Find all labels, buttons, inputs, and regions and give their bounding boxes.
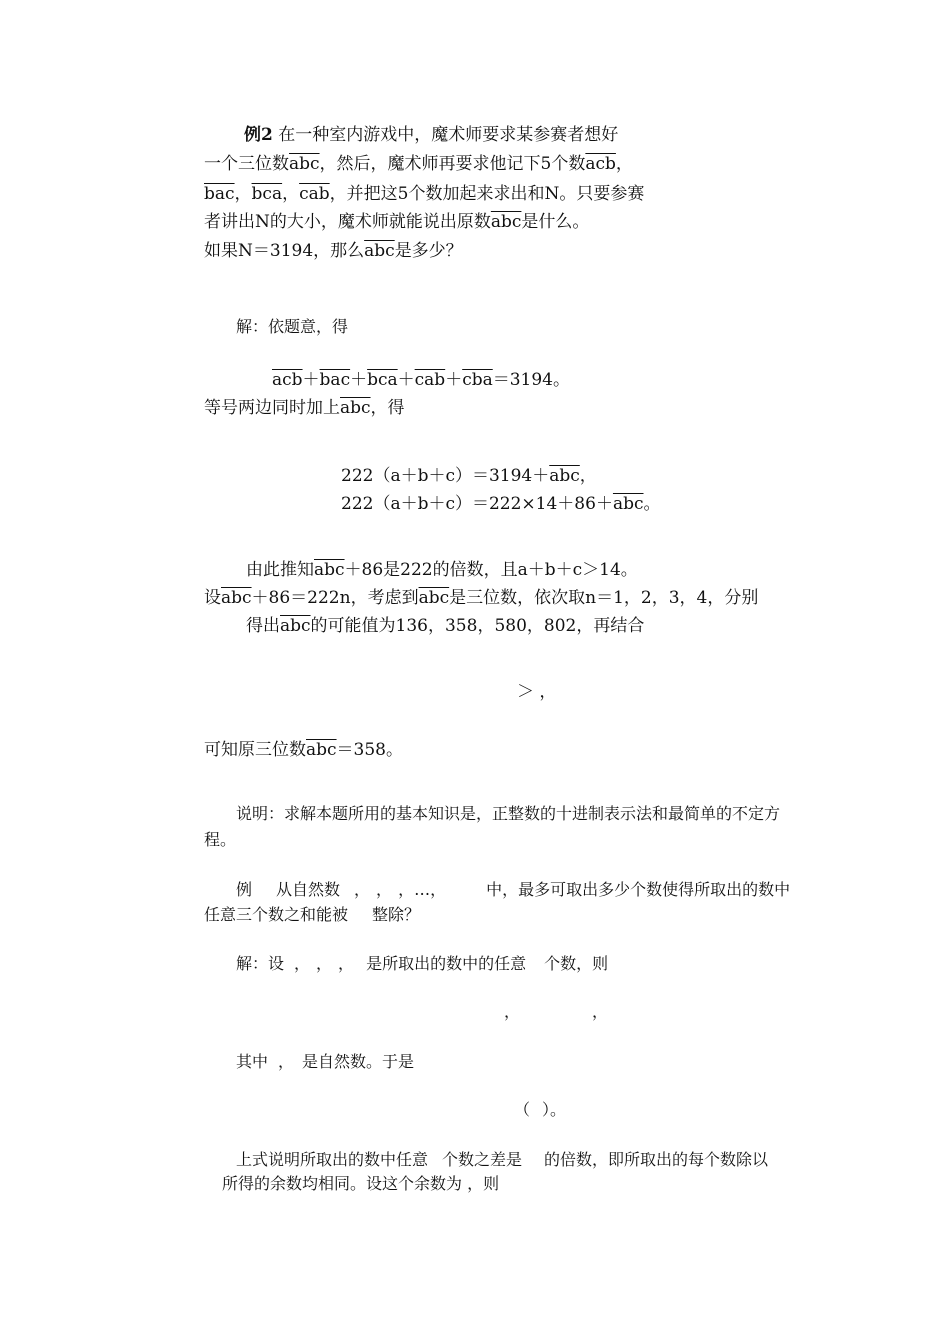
text: ，	[338, 954, 355, 973]
problem2-line3	[204, 183, 644, 205]
text: 的可能值为136，358，580，802，再结合	[310, 616, 645, 636]
text: ，	[234, 184, 252, 204]
text: ，	[278, 1052, 295, 1071]
possible-values-line	[246, 615, 644, 637]
text: ）。	[542, 1100, 567, 1119]
overline-abc: $\overline{abc}$	[280, 616, 311, 636]
overline-cab: $\overline{cab}$	[414, 370, 446, 390]
overline-abc: $\overline{abc}$	[221, 588, 252, 608]
text: 例	[236, 880, 253, 899]
set-n-line	[204, 587, 758, 609]
problem2-line5	[204, 240, 463, 262]
text: ，然后，魔术师再要求他记下5个数	[319, 154, 586, 174]
text: ＝358。	[336, 740, 403, 760]
overline-abc: $\overline{abc}$	[612, 494, 644, 514]
overline-abc: $\overline{abc}$	[490, 212, 522, 232]
overline-cab: $\overline{cab}$	[299, 184, 330, 204]
conclusion-line	[204, 739, 403, 761]
text: ，	[316, 954, 333, 973]
text: 上式说明所取出的数中任意	[236, 1150, 429, 1169]
text: ，	[615, 154, 633, 174]
text: 等号两边同时加上	[204, 398, 340, 418]
overline-cba: $\overline{cba}$	[462, 370, 493, 390]
text: 222（a＋b＋c）＝3194＋	[341, 466, 550, 486]
text: 从自然数	[276, 880, 341, 899]
equation-sum	[272, 369, 570, 391]
add-both-sides	[204, 397, 405, 419]
text: ，	[592, 1002, 609, 1021]
overline-acb: $\overline{acb}$	[585, 154, 616, 174]
problem2-line1	[244, 124, 618, 146]
problem-label: 例2	[244, 125, 273, 145]
problem3-line1	[236, 879, 790, 901]
overline-abc: $\overline{abc}$	[418, 588, 450, 608]
text: 是三位数，依次取n＝1，2，3，4，分别	[449, 588, 759, 608]
inference-line	[246, 559, 638, 581]
equation-2	[341, 465, 597, 487]
text: 任意三个数之和能被	[204, 905, 349, 924]
text: ＋	[302, 370, 320, 390]
overline-acb: $\overline{acb}$	[272, 370, 303, 390]
text: ＋86是222的倍数，且a＋b＋c＞14。	[344, 560, 638, 580]
text: 如果N＝3194，那么	[204, 241, 365, 261]
text: 是自然数。于是	[302, 1052, 415, 1071]
solution3-line6: 所得的余数均相同。设这个余数为 ，则	[222, 1174, 500, 1193]
text: ＋86＝222n，考虑到	[251, 588, 419, 608]
text: ，	[282, 184, 300, 204]
text: ，	[504, 1002, 521, 1021]
overline-abc: $\overline{abc}$	[289, 154, 320, 174]
problem2-text-1: 在一种室内游戏中，魔术师要求某参赛者想好	[278, 125, 619, 145]
text: ，并把这5个数加起来求出和N。只要参赛	[329, 184, 645, 204]
text: 是多少？	[394, 241, 463, 261]
text: 个数之差是	[442, 1150, 523, 1169]
text: 得出	[246, 616, 280, 636]
text: ＋	[445, 370, 463, 390]
solution2-intro: 解：依题意，得	[236, 317, 349, 336]
text: 整除？	[372, 905, 421, 924]
text: ，…，	[398, 880, 447, 899]
problem3-line2	[204, 904, 420, 926]
note-line1: 说明：求解本题所用的基本知识是，正整数的十进制表示法和最简单的不定方	[236, 804, 781, 823]
text: ，	[579, 466, 597, 486]
text: 的倍数，即所取出的每个数除以	[544, 1150, 769, 1169]
note-line2: 程。	[204, 830, 237, 849]
text: 是所取出的数中的任意	[366, 954, 527, 973]
text: 222（a＋b＋c）＝222×14＋86＋	[341, 494, 613, 514]
text: ，	[376, 880, 393, 899]
text: 由此推知	[246, 560, 314, 580]
text: 可知原三位数	[204, 740, 306, 760]
text: 其中	[236, 1052, 269, 1071]
text: （	[514, 1100, 531, 1119]
problem2-line2	[204, 153, 633, 175]
text: 设	[204, 588, 221, 608]
overline-bac: $\overline{bac}$	[319, 370, 351, 390]
overline-abc: $\overline{abc}$	[340, 398, 371, 418]
text: 一个三位数	[204, 154, 289, 174]
overline-abc: $\overline{abc}$	[306, 740, 337, 760]
text: ，	[354, 880, 371, 899]
text: 者讲出N的大小，魔术师就能说出原数	[204, 212, 491, 232]
overline-abc: $\overline{abc}$	[314, 560, 345, 580]
text: 中，最多可取出多少个数使得所取出的数中	[486, 880, 791, 899]
text: ，得	[370, 398, 405, 418]
overline-abc: $\overline{abc}$	[364, 241, 395, 261]
overline-bac: $\overline{bac}$	[204, 184, 235, 204]
gt-line: ＞ ，	[517, 682, 557, 702]
text: ，	[294, 954, 311, 973]
solution3-paren	[514, 1099, 566, 1121]
text: 解：设	[236, 954, 285, 973]
text: 个数，则	[544, 954, 609, 973]
text: 是什么。	[521, 212, 590, 232]
problem2-line4	[204, 211, 589, 233]
overline-bca: $\overline{bca}$	[251, 184, 283, 204]
solution3-line1	[236, 953, 608, 975]
text: ＝3194。	[492, 370, 570, 390]
overline-bca: $\overline{bca}$	[367, 370, 398, 390]
equation-3	[341, 493, 661, 515]
overline-abc: $\overline{abc}$	[549, 466, 580, 486]
solution3-line3	[236, 1051, 414, 1073]
text: ＋	[350, 370, 368, 390]
solution3-line5	[236, 1149, 768, 1171]
text: ＋	[397, 370, 415, 390]
text: 。	[643, 494, 661, 514]
solution3-commas	[504, 1001, 608, 1023]
